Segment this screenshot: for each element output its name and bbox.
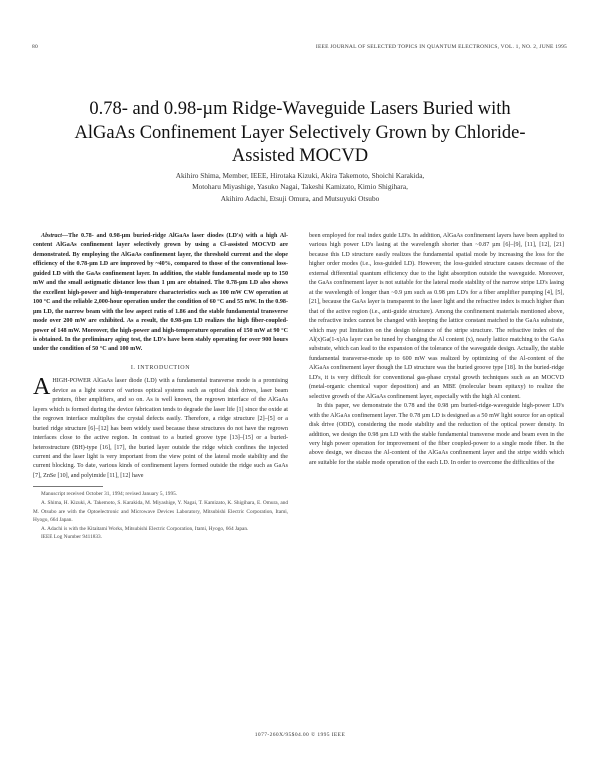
footnotes bbox=[33, 490, 288, 542]
page-number: 80 bbox=[32, 44, 38, 50]
abstract-label: Abstract— bbox=[41, 233, 69, 239]
intro-paragraph-3: In this paper, we demonstrate the 0.78 and the 0.98 µm buried-ridge-waveguide high-power LD's with the AlGaAs confinement layer. The 0.78 µm LD is designed as a 50 mW light source for an optical disk drive (ODD), considering the mode stability and the reduction of the optical power density. In addition, we design the 0.98 µm LD with the stable fundamental transverse mode and beam even in the very high power operation for improvement of the fiber coupled-power to a single mode fiber. In the above design, we discuss the Al-content of the AlGaAs confinement layer and the stripe width which are suitable for the stable mode operation of the each LD. In order to overcome the difficulties of the bbox=[309, 403, 564, 466]
author-list bbox=[100, 170, 500, 204]
intro-paragraph-2: been employed for real index guide LD's. In addition, AlGaAs confinement layers have been applied to various high power LD's lasing at the wavelength shorter than ~0.87 µm [6]–[9], [11], [12], [21] because this LD structure easily realizes the fundamental spatial mode by increasing the loss for the higher order modes (i.e., loss-guided LD). However, the loss-guided structure causes decrease of the external differential quantum efficiency due to the light absorption outside the waveguide. Moreover, the GaAs confinement layer is not suitable for the lateral mode stability of the narrow stripe LD's lasing at the wavelength of longer than ~0.9 µm such as 0.98 µm LD's for a fiber amplifier pumping [4], [5], [21], because the GaAs layer is transparent to the laser light and the refractive index is much higher than that of the active region (i.e., anti-guide structure). Among the confinement materials mentioned above, the refractive index cannot be changed with keeping the lattice constant matched to the GaAs substrate, which may put limitation on the design tolerance of the stripe structure. The refractive index of the Al(x)Ga(1-x)As layer can be tuned by changing the Al content (x), nearly lattice matching to the GaAs substrate, which can lead to the expansion of the tolerance of the waveguide design. Actually, the stable fundamental transverse-mode up to 600 mW was realized by optimizing of the Al-content of the AlGaAs confinement layer though the LD structure was the buried groove type [18]. In the buried-ridge LD's, it is very difficult for conventional gas-phase crystal growth techniques such as an MOCVD (metal-organic chemical vapor deposition) and an MBE (molecular beam epitaxy) to realize the selective growth of the AlGaAs confinement layer, especially with the high Al content. bbox=[309, 233, 564, 400]
paper-title: 0.78- and 0.98-µm Ridge-Waveguide Lasers Buried with AlGaAs Confinement Layer Selectively Grown by Chloride-Assisted MOCVD bbox=[74, 99, 526, 166]
intro-paragraph-1 bbox=[33, 374, 288, 481]
author-line-3: Akihiro Adachi, Etsuji Omura, and Mutsuyuki Otsubo bbox=[220, 193, 380, 203]
abstract bbox=[33, 232, 288, 355]
left-column bbox=[33, 232, 288, 724]
copyright-footer: 1077-260X/95$04.00 © 1995 IEEE bbox=[254, 732, 346, 738]
drop-cap: A bbox=[33, 374, 51, 401]
footnote-affiliation-2: A. Adachi is with the Kitaitami Works, Mitsubishi Electric Corporation, Itami, Hyogo, 664 Japan. bbox=[41, 525, 249, 532]
footnote-log-number: IEEE Log Number 9411833. bbox=[41, 534, 102, 541]
abstract-text: The 0.78- and 0.98-µm buried-ridge AlGaAs laser diodes (LD's) with a high Al-content AlGaAs confinement layer selectively grown by using a Cl-assisted MOCVD are demonstrated. By employing the AlGaAs confinement layer, the threshold current and the slope efficiency of the 0.78-µm LD are improved by ~40%, compared to those of the conventional loss-guided LD with the GaAs confinement layer. In addition, the stable fundamental mode up to 150 mW and the small astigmatic distance less than 1 µm are obtained. The 0.78-µm LD also shows the excellent high-power and high-temperature characteristics such as 100 mW CW operation at 100 °C and the reliable 2,000-hour operation under the condition of 60 °C and 55 mW. In the 0.98-µm LD, the narrow beam with the low aspect ratio of 1.86 and the stable fundamental transverse mode over 200 mW are exhibited. As a result, the 0.98-µm LD realizes the high fiber-coupled-power of 148 mW. Moreover, the high-power and high-temperature operation of 150 mW at 90 °C is obtained. In the preliminary aging test, the LD's have been stably operating for over 900 hours under the condition of 50 °C and 100 mW. bbox=[33, 233, 288, 353]
running-header bbox=[32, 44, 567, 54]
footnote-affiliation-1: A. Shima, H. Kizuki, A. Takemoto, S. Karakida, M. Miyashige, Y. Nagai, T. Kamizato, K. Shigihara, E. Omura, and M. Otsubo are with the Optoelectronic and Microwave Devices Laboratory, Mitsubishi Electric Corporation, Itami, Hyogo, 664 Japan. bbox=[33, 499, 288, 524]
intro-paragraph-1-text: HIGH-POWER AlGaAs laser diode (LD) with a fundamental transverse mode is a promising device as a light source of various optical systems such as optical disk drives, laser beam printers, fiber amplifiers, and so on. As is well known, the regrown interface of the AlGaAs layers which is formed during the device fabrication tends to degrade the laser life [1] since the oxide at the regrown interface multiplies the crystal defects easily. Therefore, a ridge structure [2]–[5] or a buried ridge structure [6]–[12] has been widely used because these structures do not have the regrown interfaces close to the active region. In contrast to a buried groove type [13]–[15] or a buried-heterostructure (BH)-type [16], [17], the buried layer outside the ridge which confines the injected current and the laser light is very important from the view point of the lateral mode stability and the current blocking. To date, various kinds of confinement layers formed outside the ridge such as GaAs [7], ZnSe [10], and polyimide [11], [12] have bbox=[33, 378, 288, 479]
right-column bbox=[309, 232, 564, 724]
author-line-2: Motoharu Miyashige, Yasuko Nagai, Takeshi Kamizato, Kimio Shigihara, bbox=[192, 182, 408, 192]
section-heading-introduction: I. INTRODUCTION bbox=[130, 364, 191, 371]
footnote-received: Manuscript received October 31, 1994; revised January 5, 1995. bbox=[41, 491, 178, 498]
author-line-1: Akihiro Shima, Member, IEEE, Hirotaka Kizuki, Akira Takemoto, Shoichi Karakida, bbox=[175, 171, 425, 180]
footnote-rule bbox=[33, 486, 103, 487]
journal-header: IEEE JOURNAL OF SELECTED TOPICS IN QUANTUM ELECTRONICS, VOL. 1, NO. 2, JUNE 1995 bbox=[315, 44, 567, 50]
